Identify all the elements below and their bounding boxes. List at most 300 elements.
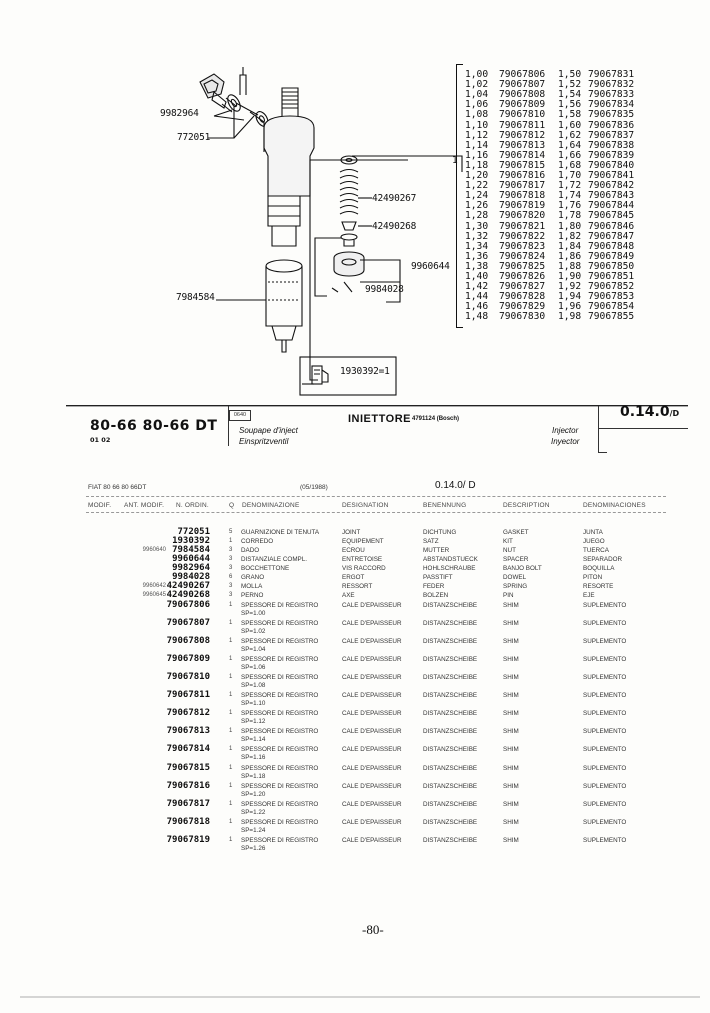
part-number-a: 79067818 <box>499 190 546 202</box>
desc-it: SPESSORE DI REGISTRO <box>241 819 319 826</box>
part-number: 9960644 <box>172 554 210 564</box>
part-number-b: 79067838 <box>588 139 635 151</box>
desc-de: DISTANZSCHEIBE <box>423 746 478 753</box>
desc-en: BANJO BOLT <box>503 565 542 572</box>
shim-thickness: SP=1.08 <box>241 682 266 689</box>
desc-es: EJE <box>583 592 595 599</box>
desc-es: PITON <box>583 574 603 581</box>
desc-fr: CALE D'EPAISSEUR <box>342 765 402 772</box>
shim-thickness: SP=1.18 <box>241 773 266 780</box>
thickness-b: 1,80 <box>558 220 582 232</box>
part-row <box>0 690 710 707</box>
desc-es: SUPLEMENTO <box>583 656 627 663</box>
part-number: 772051 <box>177 527 210 537</box>
part-row <box>0 618 710 635</box>
quantity: 1 <box>229 692 233 698</box>
quantity: 1 <box>229 837 233 843</box>
quantity: 5 <box>229 529 233 535</box>
part-number-a: 79067809 <box>499 99 546 111</box>
part-row <box>0 763 710 780</box>
desc-de: DISTANZSCHEIBE <box>423 783 478 790</box>
thickness-a: 1,10 <box>465 119 489 131</box>
title-de: Einspritzventil <box>239 437 289 446</box>
desc-it: CORREDO <box>241 538 274 545</box>
desc-it: SPESSORE DI REGISTRO <box>241 710 319 717</box>
desc-fr: CALE D'EPAISSEUR <box>342 801 402 808</box>
desc-es: SUPLEMENTO <box>583 692 627 699</box>
desc-es: SUPLEMENTO <box>583 710 627 717</box>
part-number-a: 79067819 <box>499 200 546 212</box>
thickness-a: 1,26 <box>465 200 489 212</box>
desc-it: SPESSORE DI REGISTRO <box>241 746 319 753</box>
thickness-a: 1,14 <box>465 139 489 151</box>
part-number-a: 79067808 <box>499 89 546 101</box>
thickness-b: 1,92 <box>558 281 582 293</box>
desc-es: RESORTE <box>583 583 614 590</box>
desc-fr: VIS RACCORD <box>342 565 386 572</box>
desc-de: FEDER <box>423 583 445 590</box>
desc-de: DISTANZSCHEIBE <box>423 620 478 627</box>
label-42490267: 42490267 <box>372 193 417 204</box>
thickness-b: 1,60 <box>558 119 582 131</box>
col-en: DESCRIPTION <box>503 502 550 509</box>
component-ref: 4791124 (Bosch) <box>412 416 460 422</box>
col-it: DENOMINAZIONE <box>242 502 300 509</box>
desc-de: PASSTIFT <box>423 574 453 581</box>
desc-fr: CALE D'EPAISSEUR <box>342 620 402 627</box>
quantity: 1 <box>229 801 233 807</box>
part-number-a: 79067829 <box>499 301 546 313</box>
desc-fr: CALE D'EPAISSEUR <box>342 710 402 717</box>
thickness-a: 1,02 <box>465 79 489 91</box>
part-number: 79067816 <box>166 781 210 791</box>
thickness-b: 1,62 <box>558 129 582 141</box>
part-row <box>0 654 710 671</box>
shim-thickness: SP=1.10 <box>241 700 266 707</box>
quantity: 1 <box>229 656 233 662</box>
part-number: 79067809 <box>166 654 210 664</box>
shim-table-row <box>465 311 658 323</box>
thickness-b: 1,50 <box>558 69 582 80</box>
label-9984028: 9984028 <box>365 284 404 295</box>
thickness-b: 1,58 <box>558 109 582 121</box>
desc-de: SATZ <box>423 538 439 545</box>
desc-en: SHIM <box>503 692 519 699</box>
part-number-b: 79067851 <box>588 271 635 282</box>
desc-it: SPESSORE DI REGISTRO <box>241 602 319 609</box>
thickness-a: 1,18 <box>465 159 489 171</box>
thickness-a: 1,16 <box>465 149 489 161</box>
shim-thickness: SP=1.04 <box>241 646 266 653</box>
desc-es: TUERCA <box>583 547 609 554</box>
thickness-b: 1,94 <box>558 291 582 303</box>
page-number: -80- <box>362 922 384 937</box>
part-number-b: 79067834 <box>588 99 635 111</box>
shim-thickness: SP=1.06 <box>241 664 266 671</box>
desc-de: DISTANZSCHEIBE <box>423 819 478 826</box>
quantity: 1 <box>229 602 233 608</box>
col-es: DENOMINACIONES <box>583 502 646 509</box>
part-number: 7984584 <box>172 545 210 555</box>
desc-en: SHIM <box>503 801 519 808</box>
part-number: 79067808 <box>166 636 210 646</box>
desc-es: SUPLEMENTO <box>583 602 627 609</box>
part-number-b: 79067847 <box>588 230 635 242</box>
desc-fr: CALE D'EPAISSEUR <box>342 728 402 735</box>
col-n-ordin: N. ORDIN. <box>176 502 209 509</box>
thickness-a: 1,38 <box>465 260 489 272</box>
thickness-b: 1,70 <box>558 170 582 181</box>
desc-fr: ECROU <box>342 547 365 554</box>
part-number: 42490267 <box>166 581 210 591</box>
shim-thickness: SP=1.02 <box>241 628 266 635</box>
desc-en: SHIM <box>503 674 519 681</box>
shim-thickness: SP=1.16 <box>241 754 266 761</box>
desc-it: SPESSORE DI REGISTRO <box>241 638 319 645</box>
part-number-b: 79067836 <box>588 119 635 131</box>
title-en: Injector <box>552 426 579 435</box>
part-number-a: 79067813 <box>499 139 546 151</box>
desc-it: SPESSORE DI REGISTRO <box>241 620 319 627</box>
part-row <box>0 564 710 573</box>
shim-thickness: SP=1.12 <box>241 718 266 725</box>
group-bracket <box>310 160 318 380</box>
desc-de: DISTANZSCHEIBE <box>423 728 478 735</box>
part-number: 9984028 <box>172 572 210 582</box>
section-code: 0640 <box>229 410 251 421</box>
quantity: 1 <box>229 538 233 544</box>
part-number: 79067813 <box>166 726 210 736</box>
desc-es: SUPLEMENTO <box>583 674 627 681</box>
desc-en: SHIM <box>503 819 519 826</box>
part-row <box>0 835 710 852</box>
thickness-b: 1,84 <box>558 240 582 252</box>
col-de: BENENNUNG <box>423 502 467 509</box>
desc-it: BOCCHETTONE <box>241 565 290 572</box>
quantity: 1 <box>229 620 233 626</box>
part-row <box>0 555 710 564</box>
shim-thickness: SP=1.24 <box>241 827 266 834</box>
thickness-a: 1,46 <box>465 301 489 313</box>
part-number-a: 79067817 <box>499 180 546 192</box>
part-number-a: 79067812 <box>499 129 546 141</box>
thickness-a: 1,04 <box>465 89 489 101</box>
alt-part-number: 9960642 <box>142 583 166 589</box>
part-number: 79067810 <box>166 672 210 682</box>
desc-fr: CALE D'EPAISSEUR <box>342 602 402 609</box>
desc-it: SPESSORE DI REGISTRO <box>241 801 319 808</box>
part-number-a: 79067823 <box>499 240 546 252</box>
part-number-a: 79067828 <box>499 291 546 303</box>
component-title: INIETTORE <box>348 413 411 425</box>
desc-it: SPESSORE DI REGISTRO <box>241 837 319 844</box>
desc-es: SUPLEMENTO <box>583 620 627 627</box>
part-row <box>0 591 710 600</box>
thickness-b: 1,72 <box>558 180 582 192</box>
part-number: 79067818 <box>166 817 210 827</box>
desc-it: PERNO <box>241 592 264 599</box>
part-row <box>0 582 710 591</box>
part-number: 9982964 <box>172 563 210 573</box>
part-number-b: 79067849 <box>588 250 635 262</box>
part-number-a: 79067830 <box>499 311 546 323</box>
part-number-b: 79067848 <box>588 240 635 252</box>
desc-es: SUPLEMENTO <box>583 728 627 735</box>
quantity: 3 <box>229 547 233 553</box>
quantity: 3 <box>229 583 233 589</box>
col-fr: DESIGNATION <box>342 502 389 509</box>
thickness-b: 1,98 <box>558 311 582 323</box>
part-number-a: 79067826 <box>499 271 546 282</box>
desc-it: GRANO <box>241 574 265 581</box>
part-row <box>0 672 710 689</box>
thickness-a: 1,30 <box>465 220 489 232</box>
thickness-b: 1,74 <box>558 190 582 202</box>
model-subcodes: 01 02 <box>90 436 111 444</box>
part-row <box>0 546 710 555</box>
desc-fr: CALE D'EPAISSEUR <box>342 819 402 826</box>
thickness-b: 1,86 <box>558 250 582 262</box>
desc-de: DISTANZSCHEIBE <box>423 801 478 808</box>
desc-de: MUTTER <box>423 547 450 554</box>
thickness-b: 1,76 <box>558 200 582 212</box>
part-number-a: 79067821 <box>499 220 546 232</box>
part-row <box>0 600 710 617</box>
thickness-a: 1,28 <box>465 210 489 222</box>
label-42490268: 42490268 <box>372 221 417 232</box>
desc-es: SUPLEMENTO <box>583 638 627 645</box>
col-modif: MODIF. <box>88 502 112 509</box>
part-number-b: 79067841 <box>588 170 635 181</box>
part-row <box>0 726 710 743</box>
desc-es: SUPLEMENTO <box>583 801 627 808</box>
thickness-a: 1,24 <box>465 190 489 202</box>
desc-en: SHIM <box>503 620 519 627</box>
quantity: 1 <box>229 783 233 789</box>
thickness-a: 1,12 <box>465 129 489 141</box>
desc-fr: AXE <box>342 592 355 599</box>
part-number: 79067817 <box>166 799 210 809</box>
shim-thickness: SP=1.20 <box>241 791 266 798</box>
thickness-a: 1,20 <box>465 170 489 181</box>
part-number-b: 79067839 <box>588 149 635 161</box>
desc-fr: CALE D'EPAISSEUR <box>342 746 402 753</box>
thickness-a: 1,44 <box>465 291 489 303</box>
alt-part-number: 9960640 <box>142 547 166 553</box>
alt-part-number: 9960645 <box>142 592 166 598</box>
part-number: 79067807 <box>166 618 210 628</box>
desc-de: DISTANZSCHEIBE <box>423 692 478 699</box>
part-number-b: 79067845 <box>588 210 635 222</box>
desc-en: SHIM <box>503 602 519 609</box>
desc-fr: ERGOT <box>342 574 365 581</box>
part-number-b: 79067853 <box>588 291 635 303</box>
part-row <box>0 744 710 761</box>
quantity: 6 <box>229 574 233 580</box>
desc-es: SEPARADOR <box>583 556 623 563</box>
thickness-b: 1,56 <box>558 99 582 111</box>
desc-en: NUT <box>503 547 516 554</box>
label-shim-ref: 1 <box>452 155 458 166</box>
desc-fr: CALE D'EPAISSEUR <box>342 837 402 844</box>
desc-fr: ENTRETOISE <box>342 556 383 563</box>
desc-en: SHIM <box>503 728 519 735</box>
desc-it: SPESSORE DI REGISTRO <box>241 765 319 772</box>
part-number-a: 79067806 <box>499 69 546 80</box>
desc-de: DISTANZSCHEIBE <box>423 710 478 717</box>
quantity: 1 <box>229 746 233 752</box>
thickness-b: 1,66 <box>558 149 582 161</box>
thickness-a: 1,22 <box>465 180 489 192</box>
desc-it: GUARNIZIONE DI TENUTA <box>241 529 320 536</box>
desc-es: SUPLEMENTO <box>583 837 627 844</box>
thickness-b: 1,54 <box>558 89 582 101</box>
thickness-b: 1,78 <box>558 210 582 222</box>
label-kit-1930392: 1930392=1 <box>340 366 390 377</box>
part-number-a: 79067811 <box>499 119 546 131</box>
part-row <box>0 636 710 653</box>
desc-fr: CALE D'EPAISSEUR <box>342 656 402 663</box>
desc-en: SHIM <box>503 710 519 717</box>
desc-en: SHIM <box>503 638 519 645</box>
desc-en: SHIM <box>503 837 519 844</box>
part-number-b: 79067833 <box>588 89 635 101</box>
part-row <box>0 799 710 816</box>
quantity: 1 <box>229 728 233 734</box>
part-number: 79067819 <box>166 835 210 845</box>
spring-stack-drawing <box>332 156 364 292</box>
desc-de: DICHTUNG <box>423 529 457 536</box>
part-number: 42490268 <box>166 590 210 600</box>
shim-thickness: SP=1.22 <box>241 809 266 816</box>
desc-de: BOLZEN <box>423 592 449 599</box>
desc-de: DISTANZSCHEIBE <box>423 674 478 681</box>
shim-thickness: SP=1.26 <box>241 845 266 852</box>
desc-fr: CALE D'EPAISSEUR <box>342 638 402 645</box>
part-number-b: 79067854 <box>588 301 635 313</box>
part-number-a: 79067816 <box>499 170 546 181</box>
desc-de: DISTANZSCHEIBE <box>423 602 478 609</box>
meta-model: FIAT 80 66 80 66DT <box>88 484 147 491</box>
quantity: 1 <box>229 710 233 716</box>
part-number-b: 79067832 <box>588 79 635 91</box>
label-9982964: 9982964 <box>160 108 199 119</box>
part-number: 79067806 <box>166 600 210 610</box>
part-number-b: 79067835 <box>588 109 635 121</box>
part-number: 1930392 <box>172 536 210 546</box>
thickness-a: 1,00 <box>465 69 489 80</box>
desc-it: SPESSORE DI REGISTRO <box>241 783 319 790</box>
desc-fr: EQUIPEMENT <box>342 538 384 545</box>
desc-en: SHIM <box>503 656 519 663</box>
part-number-b: 79067844 <box>588 200 635 212</box>
part-row <box>0 528 710 537</box>
desc-it: SPESSORE DI REGISTRO <box>241 674 319 681</box>
desc-fr: CALE D'EPAISSEUR <box>342 692 402 699</box>
quantity: 1 <box>229 674 233 680</box>
desc-en: SHIM <box>503 746 519 753</box>
part-number: 79067814 <box>166 744 210 754</box>
thickness-a: 1,48 <box>465 311 489 323</box>
desc-de: DISTANZSCHEIBE <box>423 765 478 772</box>
desc-fr: CALE D'EPAISSEUR <box>342 674 402 681</box>
part-number-b: 79067842 <box>588 180 635 192</box>
thickness-a: 1,36 <box>465 250 489 262</box>
title-es: Inyector <box>551 437 580 446</box>
label-9960644: 9960644 <box>411 261 450 272</box>
part-number-a: 79067827 <box>499 281 546 293</box>
desc-it: SPESSORE DI REGISTRO <box>241 728 319 735</box>
desc-en: SHIM <box>503 783 519 790</box>
desc-de: DISTANZSCHEIBE <box>423 638 478 645</box>
desc-es: BOQUILLA <box>583 565 615 572</box>
thickness-b: 1,68 <box>558 159 582 171</box>
desc-en: SPACER <box>503 556 529 563</box>
thickness-b: 1,96 <box>558 301 582 313</box>
part-number-b: 79067846 <box>588 220 635 232</box>
part-number-a: 79067810 <box>499 109 546 121</box>
desc-it: DISTANZIALE COMPL. <box>241 556 308 563</box>
thickness-a: 1,32 <box>465 230 489 242</box>
thickness-b: 1,52 <box>558 79 582 91</box>
thickness-a: 1,42 <box>465 281 489 293</box>
part-row <box>0 708 710 725</box>
desc-es: SUPLEMENTO <box>583 765 627 772</box>
thickness-a: 1,08 <box>465 109 489 121</box>
desc-en: SHIM <box>503 765 519 772</box>
thickness-b: 1,64 <box>558 139 582 151</box>
quantity: 3 <box>229 556 233 562</box>
part-number-b: 79067852 <box>588 281 635 293</box>
desc-en: PIN <box>503 592 514 599</box>
part-number-b: 79067855 <box>588 311 635 323</box>
part-row <box>0 573 710 582</box>
quantity: 1 <box>229 765 233 771</box>
part-number: 79067811 <box>166 690 210 700</box>
desc-es: JUNTA <box>583 529 603 536</box>
desc-it: SPESSORE DI REGISTRO <box>241 692 319 699</box>
part-number-a: 79067807 <box>499 79 546 91</box>
desc-en: SPRING <box>503 583 528 590</box>
page-reference: 0.14.0/D <box>620 404 680 420</box>
part-number: 79067812 <box>166 708 210 718</box>
part-number-b: 79067840 <box>588 159 635 171</box>
shim-thickness: SP=1.00 <box>241 610 266 617</box>
desc-it: MOLLA <box>241 583 263 590</box>
quantity: 1 <box>229 638 233 644</box>
part-row <box>0 537 710 546</box>
part-number-a: 79067815 <box>499 159 546 171</box>
thickness-b: 1,82 <box>558 230 582 242</box>
part-number-a: 79067824 <box>499 250 546 262</box>
thickness-b: 1,90 <box>558 271 582 282</box>
desc-de: ABSTANDSTUECK <box>423 556 478 563</box>
desc-fr: JOINT <box>342 529 361 536</box>
thickness-a: 1,06 <box>465 99 489 111</box>
kit-icon <box>302 366 328 384</box>
part-row <box>0 781 710 798</box>
desc-es: SUPLEMENTO <box>583 746 627 753</box>
part-number-a: 79067820 <box>499 210 546 222</box>
title-fr: Soupape d'inject <box>239 426 298 435</box>
part-number-b: 79067837 <box>588 129 635 141</box>
desc-de: DISTANZSCHEIBE <box>423 656 478 663</box>
label-772051: 772051 <box>177 132 211 143</box>
shim-thickness: SP=1.14 <box>241 736 266 743</box>
desc-es: JUEGO <box>583 538 605 545</box>
part-row <box>0 817 710 834</box>
thickness-a: 1,34 <box>465 240 489 252</box>
